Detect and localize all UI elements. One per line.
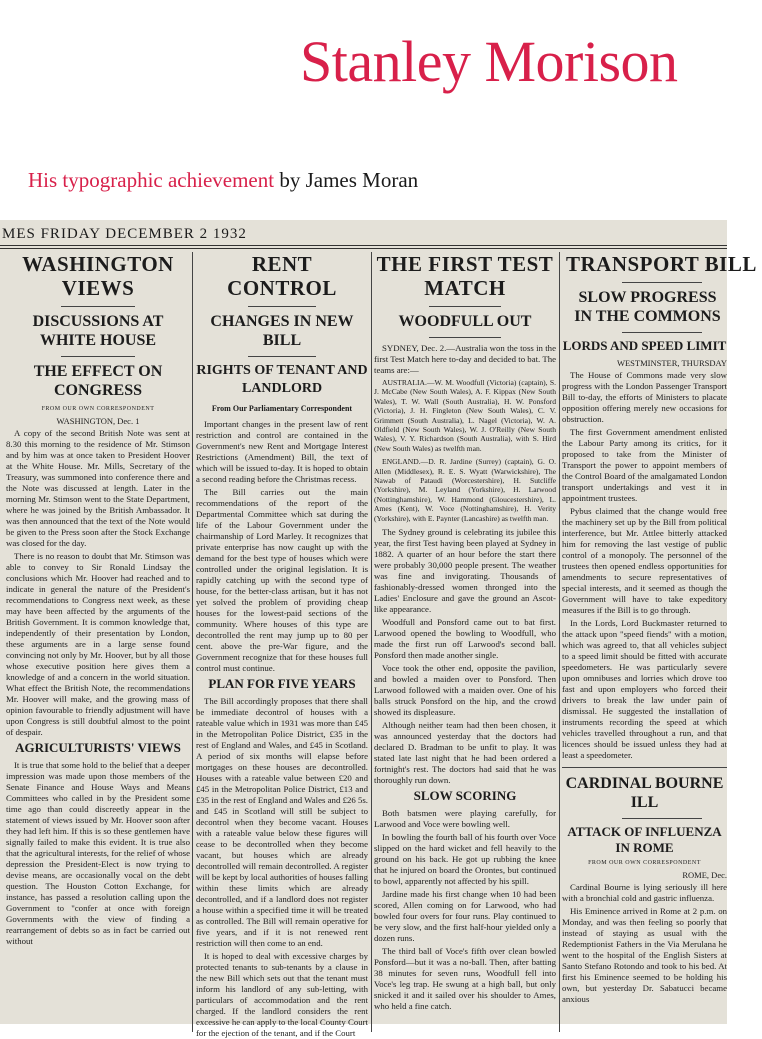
credit-line: From Our Parliamentary Correspondent [211, 404, 353, 413]
paragraph: Woodfull and Ponsford came out to bat first. Larwood opened the bowling to Woodfull, who made the first run off Larwood's second ball. Ponsford then made another single. [374, 617, 556, 661]
column-divider [559, 252, 560, 1032]
deck: WOODFULL OUT [398, 313, 532, 330]
deck: SLOW PROGRESS IN THE COMMONS [574, 289, 721, 325]
paragraph: The first Government amendment enlisted the Labour Party among its critics, for it proposed to take from the Minister of Transport the power to appoint members of the Control Board of the amalgamated London transport undertakings and vest it in appointment trustees. [562, 427, 727, 503]
paragraph: In bowling the fourth ball of his fourth over Voce slipped on the hard wicket and fell heavily to the ground on his back. He got up rubbing the knee that he injured on board the Orontes, but continued to bowl, apparently not affected by his spill. [374, 832, 556, 887]
column-washington [6, 252, 190, 1032]
divider [622, 282, 702, 283]
paragraph: Jardine made his first change when 10 had been scored, Allen coming on for Larwood, who had bowled four overs for four runs. Play continued to be very slow, and the first half-hour yielded only a dozen runs. [374, 889, 556, 944]
column-transport-bill [562, 252, 762, 1032]
top-rule [0, 245, 727, 246]
paragraph: The third ball of Voce's fifth over clean bowled Ponsford—but it was a no-ball. Then, after batting 38 minutes for seven runs, Woodfull fell into Voce's leg trap. He swung at a high ball, but only snicked it and it sailed over his shoulder to Ames, who held a fine catch. [374, 946, 556, 1012]
paragraph: Pybus claimed that the change would free the machinery set up by the Bill from political interference, but Mr. Attlee bitterly attacked him for removing the last vestige of public control of a monopoly. The personnel of the trustees then opened endless opportunities for amendments to secure representatives of special interests, and it seemed as though the Government will have to take expeditory measures if the Bill is to go through. [562, 506, 727, 615]
paragraph: The Bill accordingly proposes that there shall be immediate decontrol of houses with a rateable value which in 1931 was more than £45 in the Metropolitan Police District, £35 in the rest of England and Wales, and £45 in Scotland. A period of six months will elapse before mortgages on these houses are decontrolled. Houses with a rateable value between £20 and £45 in the Metropolitan Police District, £13 and £35 in the rest of England and Wales and £26 5s. and £45 in Scotland will still be subject to decontrol when they become vacant. Houses with a rateable value below these figures will cease to be decontrolled when they become vacant, but houses which are already decontrolled will remain decontrolled. A register will be kept by local authorities of houses falling within these limits which are already decontrolled, and if a landlord does not register a house within a specified time it will be treated as controlled. The Bill will remain operative for five years, and if it is not renewed rent restriction will then come to an end. [196, 696, 368, 948]
divider [429, 306, 502, 307]
paragraph: It is true that some hold to the belief that a deeper impression was made upon those members of the Senate Finance and House Ways and Means Committees who called in by the President some time ago than could discreetly appear in the statement of views issued by Mr. Hoover soon after they had left him. If this is so these gentlemen have signally failed to make this evident. It is true also that the agricultural interests, for the relief of whose depression the President-Elect is now trying to devise means, are occasionally vocal on the debt question. The Houston Cotton Exchange, for instance, has passed a resolution calling upon the Government to "confer at once with foreign Governments with the view of finding a rearrangement of debts so as in fact be carried out without [6, 760, 190, 946]
deck: ATTACK OF INFLUENZA IN ROME [567, 824, 722, 855]
newspaper-page [0, 220, 757, 1038]
divider [248, 306, 317, 307]
credit-line: FROM OUR OWN CORRESPONDENT [588, 860, 701, 866]
place-line: WESTMINSTER, THURSDAY [616, 358, 727, 368]
headline: WASHINGTON VIEWS [22, 252, 174, 300]
book-subtitle [28, 168, 418, 193]
column-divider [192, 252, 193, 1032]
divider [429, 337, 502, 338]
paragraph: There is no reason to doubt that Mr. Stimson was able to convey to Sir Ronald Lindsay the conclusions which Mr. Hoover had reached and to indicate in general the nature of the President's recommendations to Congress next week, as these may have been affected by the arguments of the British Government. It is common knowledge that, independently of their presentation by London, these arguments are in a large sense found convincing not only by Mr. Hoover, but by all those whose executive position here gives them a knowledge of and a concern in the world situation. What effect the British Note, the recommendations Mr. Hoover will make, and the growing mass of opinion favourable to friendly adjustment will have upon Congress is still doubtful almost to the point of despair. [6, 551, 190, 737]
subtitle-author: by James Moran [274, 168, 419, 192]
headline: THE FIRST TEST MATCH [376, 252, 554, 300]
paragraph: The Bill carries out the main recommendations of the report of the Departmental Committee which sat during the life of the Labour Government under the chairmanship of Lord Marley. It recognizes that private enterprise has now caught up with the demand for the best type of houses which were controlled under the original legislation. It is rapidly catching up with the second type of house, for the better-class artisan, but it has not yet solved the problem of providing cheap houses for the lowest-paid sections of the community. Where houses of this type are decontrolled the rent may jump up to 80 per cent. above the pre-War figure, and the Government recognize that for these houses full control must continue. [196, 487, 368, 673]
headline: RENT CONTROL [227, 252, 337, 300]
divider [622, 818, 702, 819]
paragraph: A copy of the second British Note was sent at 8.30 this morning to the residence of Mr. Stimson and by him was at once taken to President Hoover at the White House. Mr. Mills, Secretary of the Treasury, was summoned into conference there and the Note was discussed at length. Later in the morning Mr. Stimson went to the State Department, where he was joined by the British Ambassador. It was then announced that the text of the Note would be given to the Press soon after the Stock Exchange was closed for the day. [6, 428, 190, 548]
subhead: SLOW SCORING [413, 788, 517, 804]
deck: LORDS AND SPEED LIMIT [562, 338, 727, 353]
divider [248, 356, 317, 357]
divider [61, 306, 135, 307]
deck: THE EFFECT ON CONGRESS [33, 363, 163, 399]
top-rule-2 [0, 248, 727, 249]
place-line: ROME, Dec. [682, 870, 727, 880]
subhead: PLAN FOR FIVE YEARS [208, 676, 356, 691]
divider [562, 767, 727, 768]
deck: DISCUSSIONS AT WHITE HOUSE [32, 313, 164, 349]
subhead: AGRICULTURISTS' VIEWS [15, 740, 181, 755]
headline: TRANSPORT BILL [566, 252, 757, 276]
newspaper-dateline: MES FRIDAY DECEMBER 2 1932 [2, 226, 247, 242]
column-rent-control [196, 252, 368, 1038]
paragraph: It is hoped to deal with excessive charges by protected tenants to sub-tenants by a clause in the new Bill which sets out that the tenant must inform his landlord of any sub-letting, with particulars of accommodation and the rent charged. If the landlord considers the rent excessive he can apply to the local County Court for the ejection of the tenant, and if the Court [196, 951, 368, 1038]
paragraph: His Eminence arrived in Rome at 2 p.m. on Monday, and was then feeling so poorly that instead of staying as usual with the Redemptionist Fathers in the Via Merulana he went to the hospital of the English Sisters at Santo Stefano Rotondo and took to his bed. At first his Eminence seemed to be holding his own, but yesterday Dr. Sabatucci became anxious [562, 906, 727, 1004]
credit-line: FROM OUR OWN CORRESPONDENT [41, 406, 155, 412]
paragraph: Cardinal Bourne is lying seriously ill here with a bronchial cold and gastric influenza. [562, 882, 727, 903]
deck: CHANGES IN NEW BILL [210, 313, 354, 349]
paragraph: The House of Commons made very slow progress with the London Passenger Transport Bill to-day, the efforts of Ministers to placate opposition offering merely new occasions for obstruction. [562, 370, 727, 424]
headline: CARDINAL BOURNE ILL [565, 775, 724, 811]
team-list-australia: AUSTRALIA.—W. M. Woodfull (Victoria) (captain), S. J. McCabe (New South Wales), A. F. Kippax (New South Wales), T. W. Wall (South Australia), H. W. Ponsford (Victoria), J. H. Fingleton (New South Wales), C. V. Grimmett (South Australia), L. Nagel (Victoria), W. A. Oldfield (New South Wales), W. J. O'Reilly (New South Wales), V. Y. Richardson (South Australia), with S. Hird (New South Wales) as twelfth man. [374, 378, 556, 453]
team-list-england: ENGLAND.—D. R. Jardine (Surrey) (captain), G. O. Allen (Middlesex), R. E. S. Wyatt (Warwickshire), The Nawab of Pataudi (Worcestershire), H. Sutcliffe (Yorkshire), M. Leyland (Yorkshire), H. Larwood (Nottinghamshire), W. Hammond (Gloucestershire), L. Ames (Kent), W. Voce (Nottinghamshire), H. Verity (Yorkshire), with E. Paynter (Lancashire) as twelfth man. [374, 457, 556, 523]
subtitle-achievement: His typographic achievement [28, 168, 275, 192]
paragraph: Important changes in the present law of rent restriction and control are contained in the Government's new Rent and Mortgage Interest Restrictions (Amendment) Bill, the text of which will be issued to-day. It is hoped to obtain a second reading before the Christmas recess. [196, 419, 368, 484]
column-test-match [374, 252, 556, 1032]
paragraph: Voce took the other end, opposite the pavilion, and bowled a maiden over to Ponsford. Then Larwood followed with a maiden over. One of his balls struck Ponsford on the hip, and the crowd showed its displeasure. [374, 663, 556, 718]
paragraph: Although neither team had then been chosen, it was announced yesterday that the doctors had declared D. Bradman to be unfit to play. It was stated late last night that he had been ordered a fortnight's rest. The doctors had said that he was thoroughly run down. [374, 720, 556, 786]
book-title: Stanley Morison [300, 29, 678, 94]
column-divider [371, 252, 372, 1032]
cover-header [0, 0, 727, 220]
paragraph: Both batsmen were playing carefully, for Larwood and Voce were bowling well. [374, 808, 556, 830]
place-line: WASHINGTON, Dec. 1 [56, 416, 140, 426]
paragraph: The Sydney ground is celebrating its jubilee this year, the first Test having been played at Sydney in 1882. A quarter of an hour before the start there were probably 30,000 people present. The weather was fine and invigorating. Thousands of fashionably-dressed women thronged into the Ladies' Enclosure and gave the ground an Ascot-like appearance. [374, 527, 556, 615]
paragraph: In the Lords, Lord Buckmaster returned to the attack upon "speed fiends" with a motion, which was agreed to, that all vehicles subject to a speed limit should be fitted with accurate speedometers. He was particularly severe upon omnibuses and lorries which drove too fast and upon employers who forced their drivers to break the law under pain of dismissal. He suggested the installation of instruments recording the speed at which vehicles travelled throughout a run, and that licences should be issued unless they had at least a speedometer. [562, 618, 727, 760]
divider [622, 332, 702, 333]
divider [61, 356, 135, 357]
deck: RIGHTS OF TENANT AND LANDLORD [196, 363, 368, 396]
paragraph: SYDNEY, Dec. 2.—Australia won the toss in the first Test Match here to-day and decided to bat. The teams are:— [374, 343, 556, 375]
